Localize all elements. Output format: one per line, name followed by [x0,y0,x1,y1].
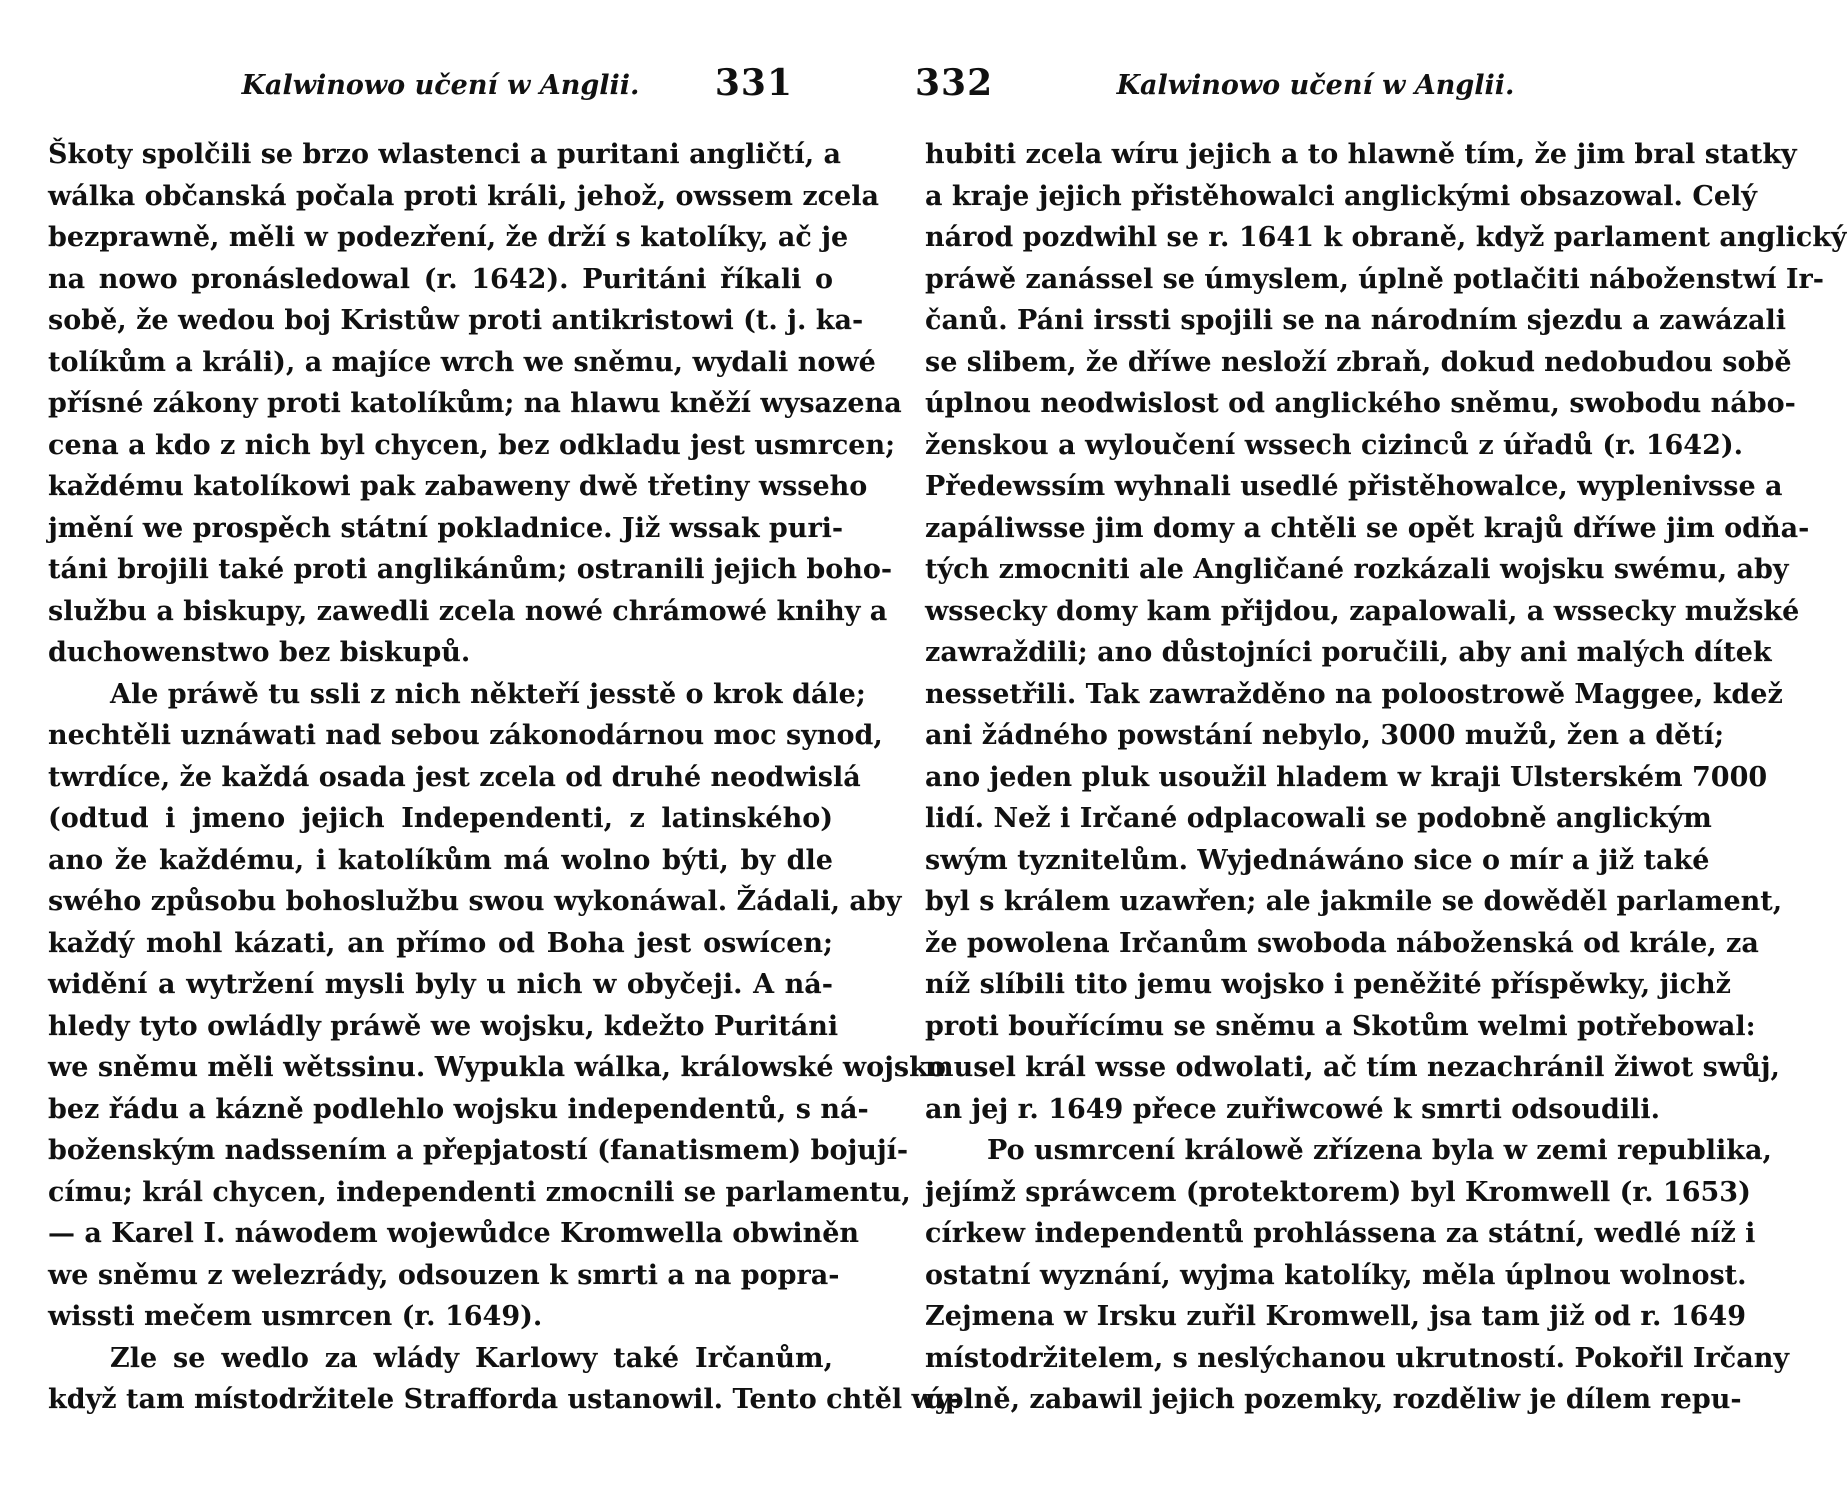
text-line: widění a wytržení mysli byly u nich w obyčeji. A ná- [48,969,833,1000]
text-line: cena a kdo z nich byl chycen, bez odkladu jest usmrcen; [48,429,896,461]
text-line: wssecky domy kam přijdou, zapalowali, a wssecky mužské [925,595,1800,627]
text-line: ženskou a wyloučení wssech cizinců z úřadů (r. 1642). [925,429,1744,461]
text-line: úplně, zabawil jejich pozemky, rozděliw je dílem repu- [925,1384,1742,1415]
text-line: bez řádu a kázně podlehlo wojsku independentů, s ná- [48,1093,869,1125]
text-line: címu; král chycen, independenti zmocnili se parlamentu, [48,1176,911,1208]
text-line: hledy tyto owládly práwě we wojsku, kdežto Puritáni [48,1010,839,1042]
text-line: swého způsobu bohoslužbu swou wykonáwal. Žádali, aby [48,886,902,917]
text-line: jejímž spráwcem (protektorem) byl Kromwell (r. 1653) [925,1176,1751,1208]
running-title: Kalwinowo učení w Anglii. [241,70,640,101]
text-line: Ale práwě tu ssli z nich někteří jesstě o krok dále; [110,678,866,710]
text-line: že powolena Irčanům swoboda náboženská od krále, za [925,927,1759,959]
text-line: byl s králem uzawřen; ale jakmile se dowěděl parlament, [925,886,1783,917]
text-line: Předewssím wyhnali usedlé přistěhowalce, wyplenivsse a [925,471,1783,502]
page-body [925,134,1847,1421]
text-line: hubiti zcela wíru jejich a to hlawně tím, že jim bral statky [925,139,1797,170]
text-line: we sněmu z welezrády, odsouzen k smrti a na popra- [48,1259,840,1291]
text-line: twrdíce, že každá osada jest zcela od druhé neodwislá [48,761,861,793]
text-line: Po usmrcení králowě zřízena byla w zemi republika, [987,1135,1772,1166]
text-line: a kraje jejich přistěhowalci anglickými obsazowal. Celý [925,180,1757,212]
text-line: když tam místodržitele Strafforda ustanowil. Tento chtěl wy- [48,1384,962,1415]
page-body [48,134,962,1421]
text-line: nechtěli uznáwati nad sebou zákonodárnou moc synod, [48,720,883,751]
text-line: přísné zákony proti katolíkům; na hlawu kněží wysazena [48,388,902,419]
text-line: we sněmu měli wětssinu. Wypukla wálka, králowské wojsko [48,1052,946,1083]
text-line: místodržitelem, s neslýchanou ukrutností. Pokořil Irčany [925,1342,1790,1374]
text-line: jmění we prospěch státní pokladnice. Již wssak puri- [48,512,844,544]
text-line: sobě, že wedou boj Kristůw proti antikristowi (t. j. ka- [48,305,864,336]
text-line: bezprawně, měli w podezření, že drží s katolíky, ač je [48,222,849,253]
text-line: wissti mečem usmrcen (r. 1649). [48,1301,543,1332]
text-line: úplnou neodwislost od anglického sněmu, swobodu nábo- [925,388,1796,419]
text-line: ano že každému, i katolíkům má wolno býti, by dle [48,844,833,876]
text-line: tolíkům a králi), a majíce wrch we sněmu, wydali nowé [48,346,876,378]
text-line: ano jeden pluk usoužil hladem w kraji Ulsterském 7000 [925,761,1768,793]
text-line: Škoty spolčili se brzo wlastenci a puritani angličtí, a [48,139,842,170]
running-head [915,62,1706,134]
text-line: tých zmocniti ale Angličané rozkázali wojsku swému, aby [925,554,1789,585]
text-line: zawraždili; ano důstojníci poručili, aby ani malých dítek [925,637,1772,668]
text-line: (odtud i jmeno jejich Independenti, z latinského) [48,803,833,834]
text-line: nessetřili. Tak zawražděno na poloostrowě Maggee, kdež [925,678,1783,710]
text-line: duchowenstwo bez biskupů. [48,637,471,668]
running-title: Kalwinowo učení w Anglii. [1116,70,1515,101]
text-line: na nowo pronásledowal (r. 1642). Puritáni říkali o [48,263,833,295]
text-line: práwě zanássel se úmyslem, úplně potlačiti náboženstwí Ir- [925,263,1824,295]
text-line: táni brojili také proti anglikánům; ostranili jejich boho- [48,554,893,585]
text-line: službu a biskupy, zawedli zcela nowé chrámowé knihy a [48,595,888,627]
text-line: zapáliwsse jim domy a chtěli se opět krajů dříwe jim odňa- [925,512,1810,544]
text-line: Zle se wedlo za wlády Karlowy také Irčanům, [110,1342,833,1374]
text-line: každý mohl kázati, an přímo od Boha jest oswícen; [48,927,833,959]
text-line: ostatní wyznání, wyjma katolíky, měla úplnou wolnost. [925,1259,1747,1291]
text-line: Zejmena w Irsku zuřil Kromwell, jsa tam již od r. 1649 [925,1301,1747,1332]
text-line: čanů. Páni irssti spojili se na národním sjezdu a zawázali [925,305,1786,336]
text-line: — a Karel I. náwodem wojewůdce Kromwella obwiněn [48,1218,860,1249]
text-line: swým tyznitelům. Wyjednáwáno sice o mír a již také [925,844,1710,876]
right-page [873,0,1847,1500]
text-line: wálka občanská počala proti králi, jehož, owssem zcela [48,180,880,212]
text-line: lidí. Než i Irčané odplacowali se podobně anglickým [925,803,1712,834]
text-line: níž slíbili tito jemu wojsko i peněžité příspěwky, jichž [925,969,1731,1000]
text-line: národ pozdwihl se r. 1641 k obraně, když parlament anglický [925,222,1847,253]
page-number: 332 [915,62,994,104]
text-line: se slibem, že dříwe nesloží zbraň, dokud nedobudou sobě [925,346,1792,378]
text-line: ani žádného powstání nebylo, 3000 mužů, žen a dětí; [925,720,1725,751]
text-line: an jej r. 1649 přece zuřiwcowé k smrti odsoudili. [925,1093,1660,1125]
text-line: boženským nadssením a přepjatostí (fanatismem) bojují- [48,1135,909,1166]
text-line: musel král wsse odwolati, ač tím nezachránil žiwot swůj, [925,1052,1780,1083]
page-number: 331 [714,62,793,104]
text-line: proti bouřícímu se sněmu a Skotům welmi potřebowal: [925,1010,1756,1042]
running-head [48,62,833,134]
text-line: církew independentů prohlássena za státní, wedlé níž i [925,1218,1756,1249]
text-line: každému katolíkowi pak zabaweny dwě třetiny wsseho [48,471,868,502]
